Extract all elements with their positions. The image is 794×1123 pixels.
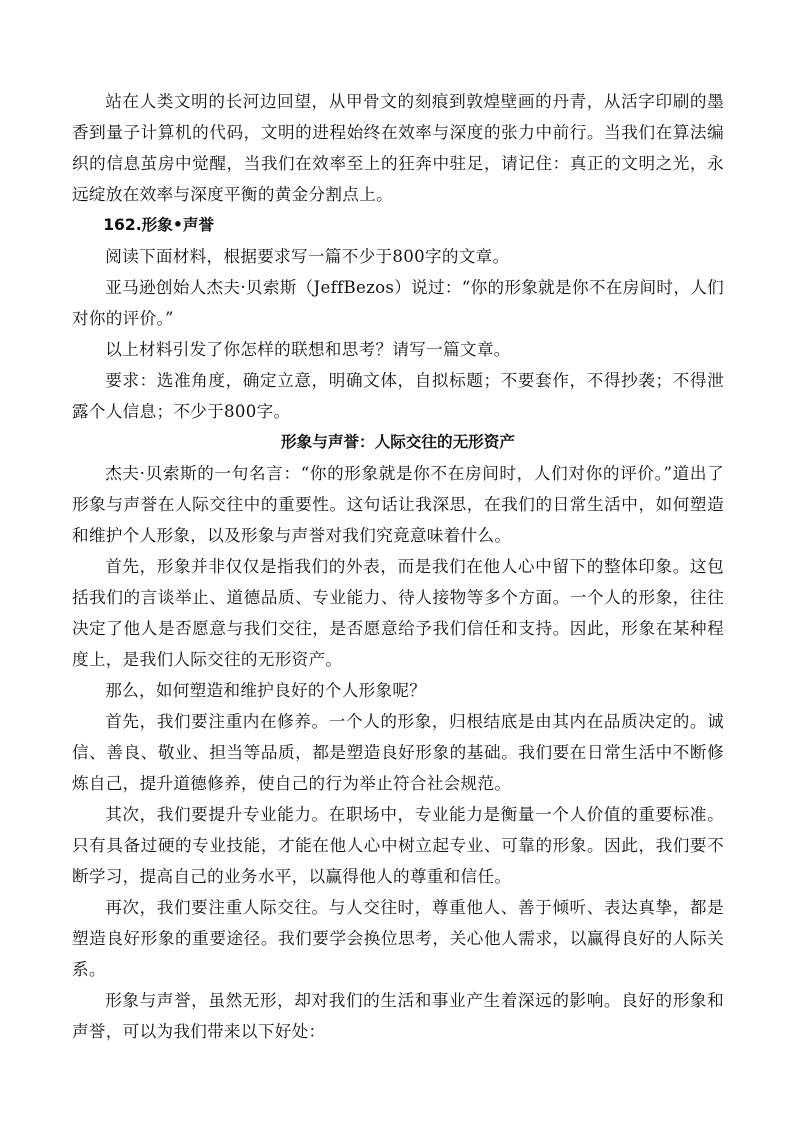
prompt-paragraph: 以上材料引发了你怎样的联想和思考？请写一篇文章。 — [105, 340, 511, 359]
essay-paragraph: 那么，如何塑造和维护良好的个人形象呢？ — [105, 681, 427, 700]
prompt-paragraph: 阅读下面材料，根据要求写一篇不少于800字的文章。 — [105, 247, 510, 266]
essay-paragraph: 其次，我们要提升专业能力。在职场中，专业能力是衡量一个人价值的重要标准。只有具备过硬的专业技能，才能在他人心中树立起专业、可靠的形象。因此，我们要不断学习，提高自己的业务水平，以赢得他人的尊重和信任。 — [72, 805, 724, 886]
essay-paragraph: 首先，形象并非仅仅是指我们的外表，而是我们在他人心中留下的整体印象。这包括我们的言谈举止、道德品质、专业能力、待人接物等多个方面。一个人的形象，往往决定了他人是否愿意与我们交往，是否愿意给予我们信任和支持。因此，形象在某种程度上，是我们人际交往的无形资产。 — [72, 557, 724, 669]
prompt-paragraph: 亚马逊创始人杰夫·贝索斯（JeffBezos）说过：“你的形象就是你不在房间时，人们对你的评价。” — [72, 278, 724, 328]
essay-paragraph: 再次，我们要注重人际交往。与人交往时，尊重他人、善于倾听、表达真挚，都是塑造良好形象的重要途径。我们要学会换位思考，关心他人需求，以赢得良好的人际关系。 — [72, 898, 724, 979]
essay-paragraph: 形象与声誉，虽然无形，却对我们的生活和事业产生着深远的影响。良好的形象和声誉，可以为我们带来以下好处： — [72, 991, 724, 1041]
document-page — [72, 86, 724, 1047]
intro-paragraph: 站在人类文明的长河边回望，从甲骨文的刻痕到敦煌壁画的丹青，从活字印刷的墨香到量子计算机的代码，文明的进程始终在效率与深度的张力中前行。当我们在算法编织的信息茧房中觉醒，当我们在效率至上的狂奔中驻足，请记住：真正的文明之光，永远绽放在效率与深度平衡的黄金分割点上。 — [72, 92, 724, 204]
essay-paragraph: 杰夫·贝索斯的一句名言：“你的形象就是你不在房间时，人们对你的评价。”道出了形象与声誉在人际交往中的重要性。这句话让我深思，在我们的日常生活中，如何塑造和维护个人形象，以及形象与声誉对我们究竟意味着什么。 — [72, 464, 724, 545]
essay-title: 形象与声誉：人际交往的无形资产 — [281, 433, 515, 451]
essay-paragraph: 首先，我们要注重内在修养。一个人的形象，归根结底是由其内在品质决定的。诚信、善良、敬业、担当等品质，都是塑造良好形象的基础。我们要在日常生活中不断修炼自己，提升道德修养，使自己的行为举止符合社会规范。 — [72, 712, 724, 793]
prompt-paragraph: 要求：选准角度，确定立意，明确文体，自拟标题；不要套作，不得抄袭；不得泄露个人信息；不少于800字。 — [72, 371, 724, 421]
section-heading: 162.形象•声誉 — [103, 216, 215, 234]
